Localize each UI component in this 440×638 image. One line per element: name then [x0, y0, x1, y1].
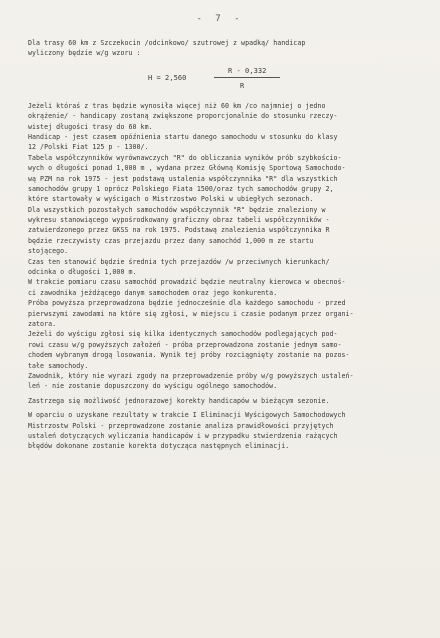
text-line: chodem wybranym drogą losowania. Wynik tej próby rozciągnięty zostanie na pozos- [28, 351, 350, 360]
paragraph [28, 410, 424, 452]
text-line: rowi czasu w/g powyższych założeń - próba przeprowadzona zostanie jednym samo- [28, 340, 342, 349]
text-line: leń - nie zostanie dopuszczony do wyścigu ogólnego samochodów. [28, 382, 278, 391]
text-line: Jeżeli do wyścigu zgłosi się kilka identycznych samochodów podlegających pod- [28, 330, 338, 339]
text-line: odcinka o długości 1,000 m. [28, 268, 137, 277]
text-line: błędów dokonane zostanie korekta dotycząca następnych eliminacji. [28, 442, 290, 451]
text-line: stojącego. [28, 247, 69, 256]
paragraph [28, 277, 424, 298]
text-line: które startowały w wyścigach o Mistrzostwo Polski w ubiegłych sezonach. [28, 195, 314, 204]
document-body [28, 38, 424, 452]
text-line: W trakcie pomiaru czasu samochód prowadzić będzie neutralny kierowca w obecnoś- [28, 278, 346, 287]
paragraph [28, 153, 424, 205]
text-line: ustaleń dotyczących wyliczania handicapów i w przypadku stwierdzenia rażących [28, 431, 338, 440]
formula-lhs: H = 2,560 [148, 73, 187, 82]
text-line: Jeżeli któraś z tras będzie wynosiła więcej niż 60 km /co najmniej o jedno [28, 101, 326, 110]
handicap-formula [28, 63, 424, 97]
text-line: ci zawodnika jeżdżącego danym samochodem oraz jego konkurenta. [28, 288, 278, 297]
text-line: Zastrzega się możliwość jednorazowej korekty handicapów w bieżącym sezonie. [28, 396, 330, 405]
text-line: będzie rzeczywisty czas przejazdu przez dany samochód 1,000 m ze startu [28, 236, 314, 245]
paragraph [28, 329, 424, 371]
paragraph [28, 298, 424, 329]
text-line: wą PZM na rok 1975 - jest podstawą ustalenia współczynnika "R" dla wszystkich [28, 174, 338, 183]
paragraphs [28, 101, 424, 452]
paragraph [28, 371, 424, 392]
text-line: Czas ten stanowić będzie średnia tych przejazdów /w przeciwnych kierunkach/ [28, 257, 330, 266]
text-line: W oparciu o uzyskane rezultaty w trakcie I Eliminacji Wyścigowych Samochodowych [28, 411, 346, 420]
text-line: Mistrzostw Polski - przeprowadzone zostanie analiza prawidłowości przyjętych [28, 421, 334, 430]
formula-fraction-bar [214, 77, 280, 78]
text-line: wyliczony będzie w/g wzoru : [28, 49, 141, 58]
paragraph [28, 205, 424, 257]
text-line: zatwierdzonego przez GKSS na rok 1975. Podstawą znalezienia współczynnika R [28, 226, 330, 235]
text-line: Tabela współczynników wyrównawczych "R" do obliczania wyników prób szybkościo- [28, 153, 342, 162]
text-line: okrążenie/ - handicapy zostaną zwiększone proporcjonalnie do stosunku rzeczy- [28, 112, 338, 121]
text-line: Dla wszystkich pozostałych samochodów współczynnik "R" będzie znaleziony w [28, 205, 326, 214]
paragraph [28, 257, 424, 278]
text-line: wykresu stanowiącego wypośrodkowany graficzny obraz tabeli współczynników - [28, 216, 330, 225]
page-number: - 7 - [196, 14, 244, 24]
text-line: wych o długości ponad 1,000 m , wydana przez Główną Komisję Sportową Samochodo- [28, 164, 346, 173]
intro-paragraph [28, 38, 424, 59]
paragraph [28, 396, 424, 406]
paragraph [28, 132, 424, 153]
text-line: tałe samochody. [28, 361, 89, 370]
paragraph [28, 101, 424, 132]
text-line: Zawodnik, który nie wyrazi zgody na przeprowadzenie próby w/g powyższych ustaleń- [28, 371, 354, 380]
text-line: wistej długości trasy do 60 km. [28, 122, 153, 131]
text-line: samochodów grupy 1 oprócz Polskiego Fiata 1500/oraz tych samochodów grupy 2, [28, 184, 334, 193]
text-line: Dla trasy 60 km z Szczekocin /odcinkowo/ szutrowej z wpadką/ handicap [28, 39, 306, 47]
text-line: Próba powyższa przeprowadzona będzie jednocześnie dla każdego samochodu - przed [28, 299, 346, 308]
formula-denominator: R [240, 81, 245, 90]
text-line: zatora. [28, 319, 57, 328]
formula-numerator: R - 0,332 [228, 66, 267, 75]
text-line: Handicap - jest czasem opóźnienia startu danego samochodu w stosunku do klasy [28, 132, 338, 141]
text-line: 12 /Polski Fiat 125 p - 1300/. [28, 143, 149, 152]
text-line: pierwszymi zawodami na które się zgłosi, w miejscu i czasie podanym przez organi- [28, 309, 354, 318]
